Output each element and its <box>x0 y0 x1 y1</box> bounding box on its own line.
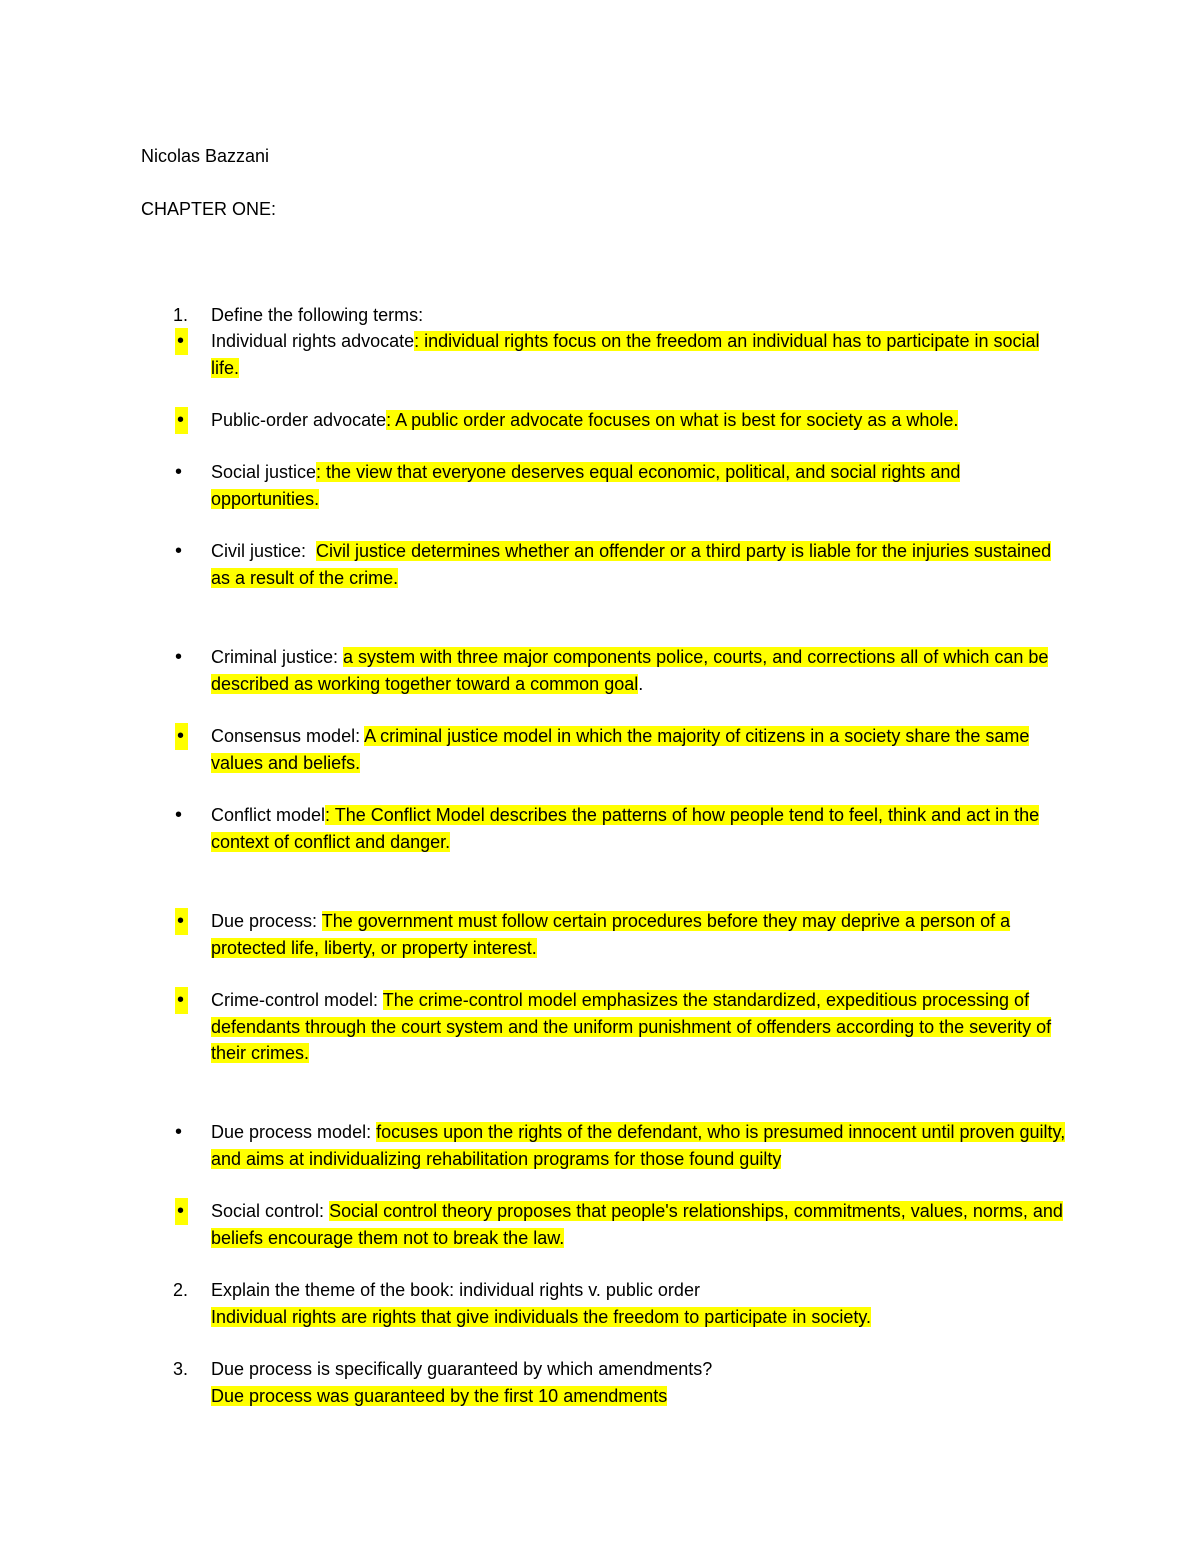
bullet-icon: • <box>175 804 183 826</box>
bullet-icon: • <box>175 1121 183 1143</box>
term-entry <box>211 328 1071 381</box>
bullet-icon: • <box>175 646 183 668</box>
term-entry <box>211 987 1071 1067</box>
term-entry <box>211 1198 1071 1251</box>
bullet-icon: • <box>175 461 183 483</box>
term-definition: : The Conflict Model describes the patterns of how people tend to feel, think and act in the context of conflict and danger. <box>211 805 1040 852</box>
term-name: Due process model: <box>211 1122 372 1142</box>
bullet-icon: • <box>175 407 188 434</box>
term-name: Criminal justice: <box>211 647 339 667</box>
term-entry <box>211 459 1071 512</box>
term-entry <box>211 908 1071 961</box>
bullet-icon: • <box>175 540 183 562</box>
term-name: Individual rights advocate <box>211 331 415 351</box>
question-text: Due process is specifically guaranteed by which amendments? <box>211 1359 713 1379</box>
term-name: Social control: <box>211 1201 325 1221</box>
term-name: Due process: <box>211 911 318 931</box>
term-definition: a system with three major components police, courts, and corrections all of which can be described as working together toward a common goal <box>211 647 1049 694</box>
term-name: Public-order advocate <box>211 410 387 430</box>
author-name: Nicolas Bazzani <box>141 146 270 166</box>
question-number: 1. <box>173 305 189 325</box>
term-definition: : individual rights focus on the freedom an individual has to participate in social life. <box>211 331 1040 378</box>
term-definition: : A public order advocate focuses on what is best for society as a whole. <box>386 410 959 430</box>
question-answer: Due process was guaranteed by the first 10 amendments <box>211 1385 668 1406</box>
bullet-icon: • <box>175 987 188 1014</box>
term-definition: Social control theory proposes that people's relationships, commitments, values, norms, and beliefs encourage them not to break the law. <box>211 1201 1063 1248</box>
term-definition: The crime-control model emphasizes the standardized, expeditious processing of defendants through the court system and the uniform punishment of offenders according to the severity of their crimes. <box>211 990 1052 1063</box>
question-number: 2. <box>173 1280 189 1300</box>
bullet-icon: • <box>175 908 188 935</box>
chapter-heading: CHAPTER ONE: <box>141 199 277 219</box>
term-name: Crime-control model: <box>211 990 379 1010</box>
term-entry <box>211 1119 1071 1172</box>
term-entry <box>211 802 1071 855</box>
term-name: Social justice <box>211 462 317 482</box>
bullet-icon: • <box>175 328 188 355</box>
term-trailing: . <box>638 673 644 694</box>
term-entry <box>211 723 1071 776</box>
term-definition: focuses upon the rights of the defendant, who is presumed innocent until proven guilty, and aims at individualizing rehabilitation programs for those found guilty <box>211 1122 1066 1169</box>
question-number: 3. <box>173 1359 189 1379</box>
question-answer: Individual rights are rights that give individuals the freedom to participate in society. <box>211 1306 872 1327</box>
term-name: Conflict model <box>211 805 326 825</box>
term-name: Civil justice: <box>211 541 307 561</box>
term-entry <box>211 644 1071 697</box>
question-text: Define the following terms: <box>211 305 424 325</box>
bullet-icon: • <box>175 1198 188 1225</box>
term-definition: The government must follow certain procedures before they may deprive a person of a protected life, liberty, or property interest. <box>211 911 1011 958</box>
term-definition: Civil justice determines whether an offender or a third party is liable for the injuries sustained as a result of the crime. <box>211 541 1052 588</box>
bullet-icon: • <box>175 723 188 750</box>
term-name: Consensus model: <box>211 726 361 746</box>
term-entry <box>211 407 1071 434</box>
question-entry <box>211 1356 1071 1409</box>
term-definition: A criminal justice model in which the majority of citizens in a society share the same values and beliefs. <box>211 726 1030 773</box>
question-entry <box>211 1277 1071 1330</box>
term-entry <box>211 538 1071 591</box>
question-text: Explain the theme of the book: individual rights v. public order <box>211 1280 700 1300</box>
term-definition: : the view that everyone deserves equal economic, political, and social rights and opportunities. <box>211 462 961 509</box>
